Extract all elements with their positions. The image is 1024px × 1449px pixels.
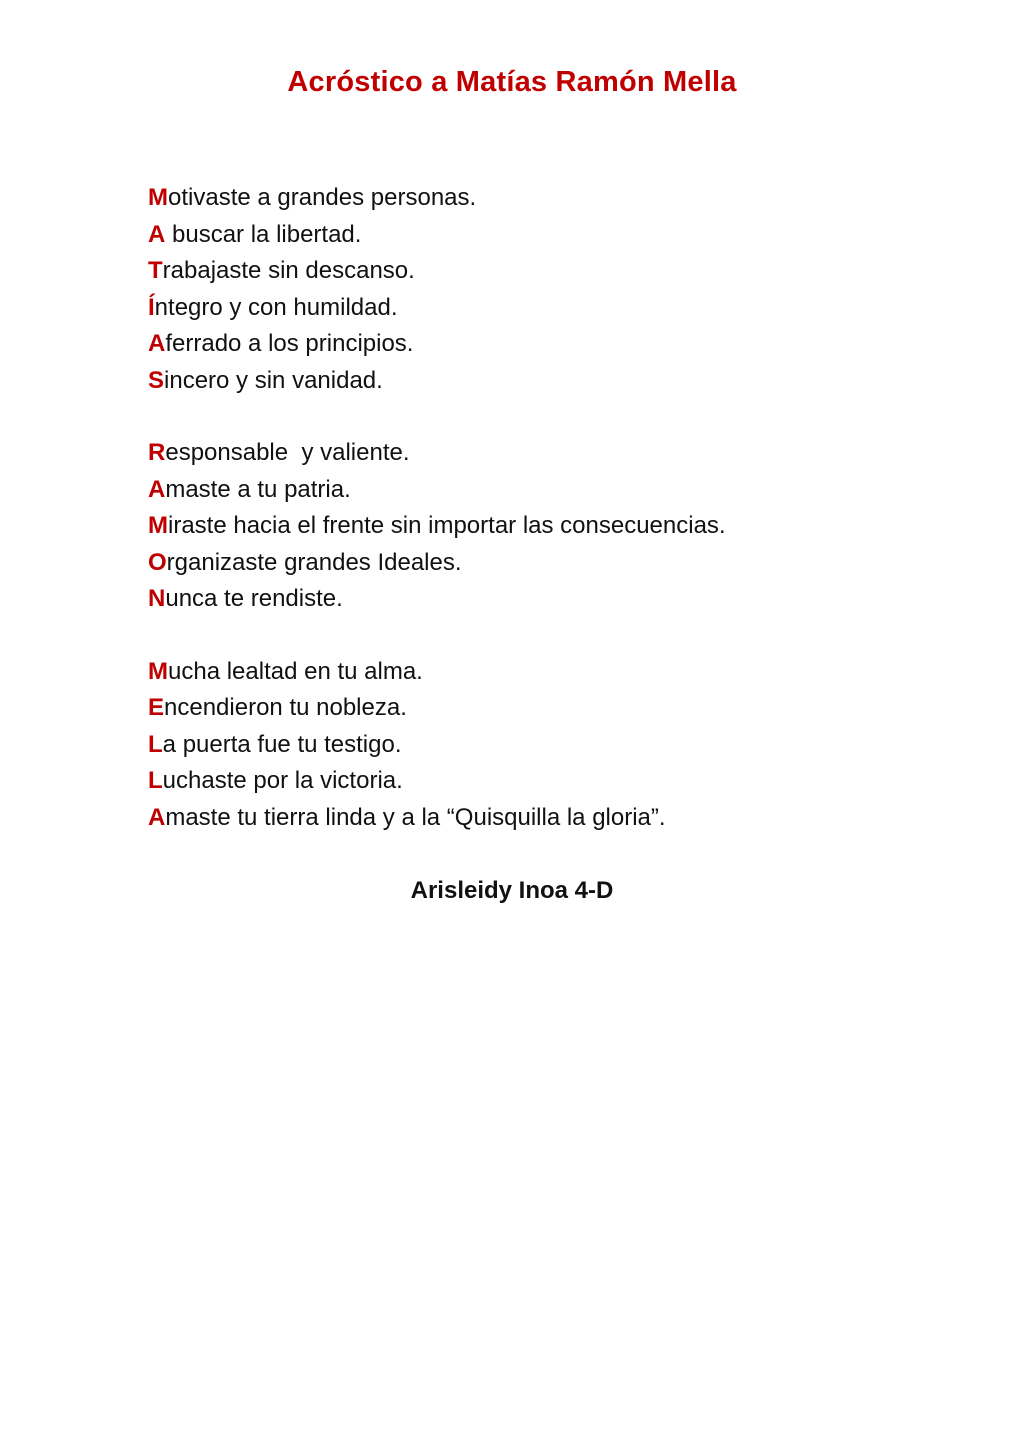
line-text: maste a tu patria. <box>165 475 351 503</box>
line-initial: A <box>148 475 166 503</box>
line-initial: M <box>148 512 168 539</box>
poem-line <box>148 545 948 582</box>
line-text: ntegro y con humildad. <box>154 293 398 321</box>
line-text: ucha lealtad en tu alma. <box>168 657 423 685</box>
line-text: buscar la libertad. <box>165 220 362 248</box>
line-text: ncendieron tu nobleza. <box>164 694 407 721</box>
poem-line <box>148 326 948 363</box>
line-initial: M <box>148 184 168 211</box>
line-initial: L <box>148 730 163 758</box>
line-initial: N <box>148 585 166 612</box>
line-initial: S <box>148 366 165 394</box>
line-text: esponsable y valiente. <box>165 439 410 466</box>
line-initial: E <box>148 694 165 721</box>
poem-line <box>148 654 948 691</box>
poem-line <box>148 581 948 618</box>
line-initial: L <box>148 767 163 794</box>
poem-line <box>148 472 948 509</box>
author-signature: Arisleidy Inoa 4-D <box>410 877 614 904</box>
line-text: rabajaste sin descanso. <box>162 257 415 284</box>
line-text: uchaste por la victoria. <box>162 767 403 794</box>
stanza-mella <box>148 654 948 837</box>
page-title: Acróstico a Matías Ramón Mella <box>287 66 737 98</box>
poem-line <box>148 508 948 545</box>
line-text: iraste hacia el frente sin importar las consecuencias. <box>168 512 726 539</box>
acrostic-poem <box>148 180 948 872</box>
poem-line <box>148 435 948 472</box>
poem-line <box>148 727 948 764</box>
poem-line <box>148 363 948 400</box>
poem-line <box>148 180 948 217</box>
line-initial: T <box>148 257 163 284</box>
line-initial: A <box>148 330 166 357</box>
line-initial: O <box>148 548 167 576</box>
poem-line <box>148 690 948 727</box>
line-text: incero y sin vanidad. <box>164 366 383 394</box>
poem-line <box>148 217 948 254</box>
line-text: ferrado a los principios. <box>165 330 414 357</box>
poem-line <box>148 763 948 800</box>
line-text: rganizaste grandes Ideales. <box>166 548 462 576</box>
line-text: unca te rendiste. <box>165 585 343 612</box>
poem-line <box>148 253 948 290</box>
stanza-matias <box>148 180 948 399</box>
stanza-ramon <box>148 435 948 618</box>
line-initial: M <box>148 657 168 685</box>
line-text: maste tu tierra linda y a la “Quisquilla la gloria”. <box>165 803 666 831</box>
poem-line <box>148 290 948 327</box>
line-initial: Í <box>148 293 155 321</box>
poem-line <box>148 800 948 837</box>
line-initial: A <box>148 220 166 248</box>
line-text: otivaste a grandes personas. <box>168 184 477 211</box>
line-initial: A <box>148 803 166 831</box>
line-initial: R <box>148 439 166 466</box>
line-text: a puerta fue tu testigo. <box>162 730 402 758</box>
